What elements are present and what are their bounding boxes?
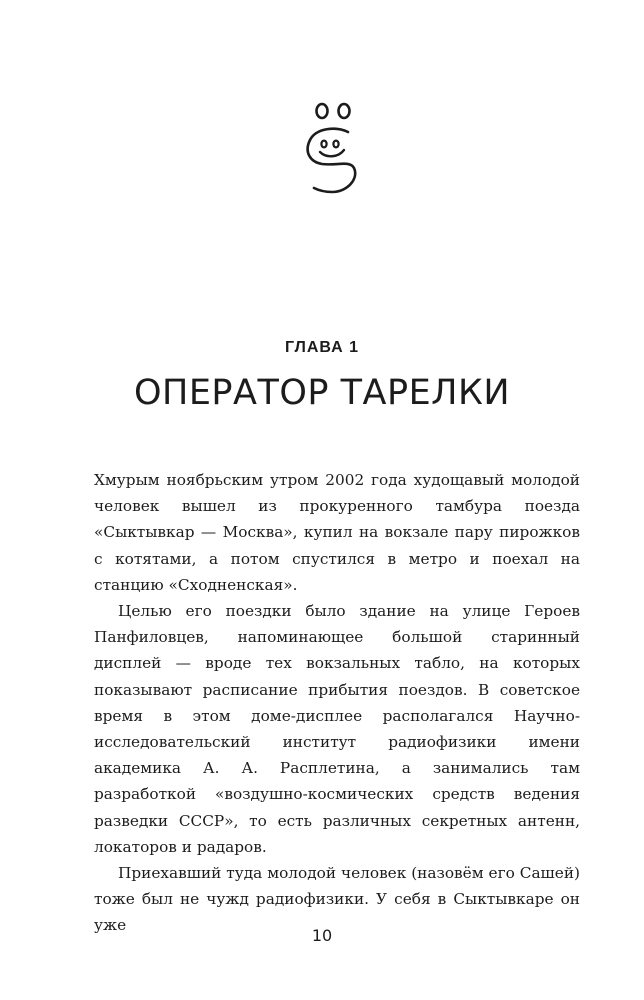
page-number: 10: [311, 926, 333, 945]
paragraph: Целью его поездки было здание на улице Героев Панфиловцев, напоминающее большой старинный дисплей — вроде тех вокзальных табло, на которых показывают расписание прибытия поездов. В советское время в этом доме-дисплее располагался Научно-исследовательский институт радиофизики имени академика А. А. Расплетина, а занимались там разработкой «воздушно-космических средств ведения разведки СССР», то есть различных секретных антенн, локаторов и радаров.: [94, 602, 580, 856]
paragraph: Хмурым ноябрьским утром 2002 года худощавый молодой человек вышел из прокуренного тамбура поезда «Сыктывкар — Москва», купил на вокзале пару пирожков с котятами, а потом спустился в метро и поехал на станцию «Сходненская».: [94, 471, 580, 594]
chapter-title: ОПЕРАТОР ТАРЕЛКИ: [133, 373, 511, 413]
body-text: [94, 467, 580, 939]
yo-letter-face-icon: [296, 102, 372, 198]
chapter-number: ГЛАВА 1: [284, 339, 360, 356]
paragraph: Приехавший туда молодой человек (назовём его Сашей) тоже был не чужд радиофизики. У себя в Сыктывкаре он уже: [94, 864, 580, 935]
